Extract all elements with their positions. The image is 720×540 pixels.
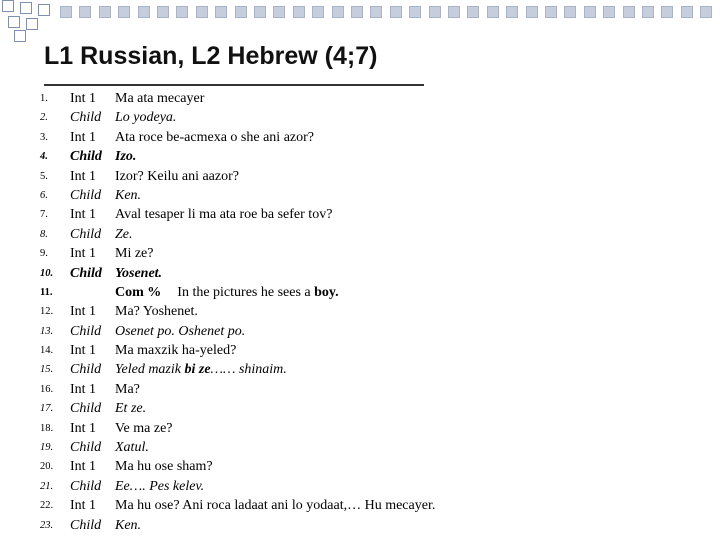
ornament-square — [681, 6, 693, 18]
transcript-line — [0, 516, 720, 535]
line-number: 20. — [40, 461, 54, 473]
speaker-label: Int 1 — [70, 168, 97, 184]
ornament-square — [138, 6, 150, 18]
ornament-square — [273, 6, 285, 18]
line-number: 5. — [40, 170, 48, 182]
utterance-text: Ken. — [115, 517, 142, 533]
ornament-square — [8, 16, 20, 28]
transcript-line — [0, 283, 720, 302]
utterance-bold-part: bi ze — [184, 362, 211, 378]
speaker-label: Child — [70, 362, 102, 378]
ornament-square — [118, 6, 130, 18]
line-number: 23. — [40, 519, 54, 531]
transcript-line — [0, 167, 720, 186]
utterance-text: Ken. — [115, 187, 142, 203]
transcript-line — [0, 225, 720, 244]
ornament-square — [99, 6, 111, 18]
ornament-square — [79, 6, 91, 18]
speaker-label: Child — [70, 265, 102, 281]
ornament-square — [642, 6, 654, 18]
line-number: 14. — [40, 345, 54, 357]
utterance-text: Xatul. — [115, 440, 149, 456]
utterance-text: Izor? Keilu ani aazor? — [115, 168, 239, 184]
ornament-square — [390, 6, 402, 18]
line-number: 9. — [40, 248, 48, 260]
speaker-label: Int 1 — [70, 381, 97, 397]
line-number: 19. — [40, 442, 54, 454]
transcript-line — [0, 264, 720, 283]
utterance-text: Ee…. Pes kelev. — [115, 478, 205, 494]
speaker-label: Int 1 — [70, 129, 97, 145]
speaker-label: Int 1 — [70, 420, 97, 436]
title-underline — [44, 84, 424, 86]
ornament-square — [20, 2, 32, 14]
transcript-line — [0, 186, 720, 205]
utterance-text: Ve ma ze? — [115, 420, 173, 436]
ornament-square — [215, 6, 227, 18]
utterance-text: Et ze. — [115, 401, 147, 417]
transcript-line — [0, 477, 720, 496]
line-number: 6. — [40, 189, 48, 201]
transcript-line — [0, 419, 720, 438]
ornament-square — [506, 6, 518, 18]
speaker-label: Child — [70, 440, 102, 456]
line-number: 17. — [40, 403, 54, 415]
transcript-line — [0, 380, 720, 399]
line-number: 21. — [40, 480, 54, 492]
ornament-square — [60, 6, 72, 18]
speaker-label: Int 1 — [70, 246, 97, 262]
ornament-square — [448, 6, 460, 18]
speaker-label: Child — [70, 187, 102, 203]
ornament-square — [700, 6, 712, 18]
comment-text: In the pictures he sees a — [177, 284, 315, 300]
utterance-part: …… shinaim. — [210, 362, 287, 378]
ornament-square — [429, 6, 441, 18]
line-number: 3. — [40, 131, 48, 143]
transcript-line — [0, 147, 720, 166]
speaker-label: Int 1 — [70, 459, 97, 475]
comment-bold-text: boy. — [314, 284, 339, 300]
line-number: 1. — [40, 93, 48, 104]
ornament-square — [545, 6, 557, 18]
ornament-square — [312, 6, 324, 18]
ornament-square — [38, 4, 50, 16]
line-number: 22. — [40, 500, 54, 512]
utterance-text: Ze. — [115, 226, 133, 242]
utterance-text: Yosenet. — [115, 265, 163, 281]
transcript-line — [0, 128, 720, 147]
speaker-label: Child — [70, 110, 102, 126]
utterance-text: Lo yodeya. — [115, 110, 177, 126]
speaker-label: Child — [70, 517, 102, 533]
line-number: 18. — [40, 422, 54, 434]
line-number: 2. — [40, 112, 48, 124]
ornament-square — [487, 6, 499, 18]
speaker-label: Child — [70, 401, 102, 417]
transcript-line — [0, 322, 720, 341]
utterance-text: Ma maxzik ha-yeled? — [115, 343, 237, 359]
utterance-part: Yeled mazik — [115, 362, 185, 378]
speaker-label: Child — [70, 149, 102, 165]
line-number: 15. — [40, 364, 54, 376]
slide-title: L1 Russian, L2 Hebrew (4;7) — [44, 42, 378, 70]
ornament-square — [661, 6, 673, 18]
line-number: 7. — [40, 209, 48, 221]
ornament-square — [370, 6, 382, 18]
utterance-text: Ata roce be-acmexa o she ani azor? — [115, 129, 314, 145]
speaker-label: Int 1 — [70, 498, 97, 514]
ornament-square — [623, 6, 635, 18]
ornament-square — [584, 6, 596, 18]
transcript-line — [0, 108, 720, 127]
corner-ornament — [0, 0, 60, 40]
line-number: 12. — [40, 306, 54, 318]
ornament-square — [196, 6, 208, 18]
ornament-square — [157, 6, 169, 18]
ornament-square — [293, 6, 305, 18]
utterance-text: Ma? — [115, 381, 140, 397]
utterance-text: Ma? Yoshenet. — [115, 304, 198, 320]
line-number: 11. — [40, 286, 53, 298]
line-number: 4. — [40, 151, 48, 163]
transcript-line — [0, 205, 720, 224]
utterance-text: Mi ze? — [115, 246, 154, 262]
transcript-line — [0, 457, 720, 476]
top-ornament-bar — [60, 6, 720, 16]
speaker-label: Int 1 — [70, 207, 97, 223]
ornament-square — [235, 6, 247, 18]
ornament-square — [254, 6, 266, 18]
line-number: 13. — [40, 325, 54, 337]
transcript-line — [0, 496, 720, 515]
transcript-line — [0, 399, 720, 418]
transcript-line — [0, 244, 720, 263]
speaker-label: Int 1 — [70, 304, 97, 320]
utterance-text: Ma hu ose? Ani roca ladaat ani lo yodaat,… Hu mecayer. — [115, 498, 436, 514]
speaker-label: Int 1 — [70, 91, 97, 106]
ornament-square — [26, 18, 38, 30]
transcript-line — [0, 341, 720, 360]
ornament-square — [176, 6, 188, 18]
transcript-line — [0, 302, 720, 321]
ornament-square — [332, 6, 344, 18]
ornament-square — [564, 6, 576, 18]
ornament-square — [467, 6, 479, 18]
speaker-label: Child — [70, 478, 102, 494]
transcript-line — [0, 438, 720, 457]
utterance-text: Izo. — [115, 149, 137, 165]
line-number: 10. — [40, 267, 54, 279]
utterance-text — [115, 360, 287, 379]
transcript-line — [0, 360, 720, 379]
utterance-text: Ma ata mecayer — [115, 91, 205, 106]
ornament-square — [14, 30, 26, 42]
utterance-text: Ma hu ose sham? — [115, 459, 213, 475]
ornament-square — [409, 6, 421, 18]
transcript-line — [0, 89, 720, 108]
line-number: 8. — [40, 228, 48, 240]
utterance-text — [115, 283, 339, 302]
ornament-square — [351, 6, 363, 18]
comment-label: Com % — [115, 284, 162, 300]
line-number: 16. — [40, 383, 54, 395]
ornament-square — [526, 6, 538, 18]
transcript-lines — [0, 89, 720, 535]
speaker-label: Child — [70, 323, 102, 339]
ornament-square — [603, 6, 615, 18]
speaker-label: Child — [70, 226, 102, 242]
utterance-text: Osenet po. Oshenet po. — [115, 323, 246, 339]
utterance-text: Aval tesaper li ma ata roe ba sefer tov? — [115, 207, 333, 223]
ornament-square — [2, 0, 14, 12]
speaker-label: Int 1 — [70, 343, 97, 359]
